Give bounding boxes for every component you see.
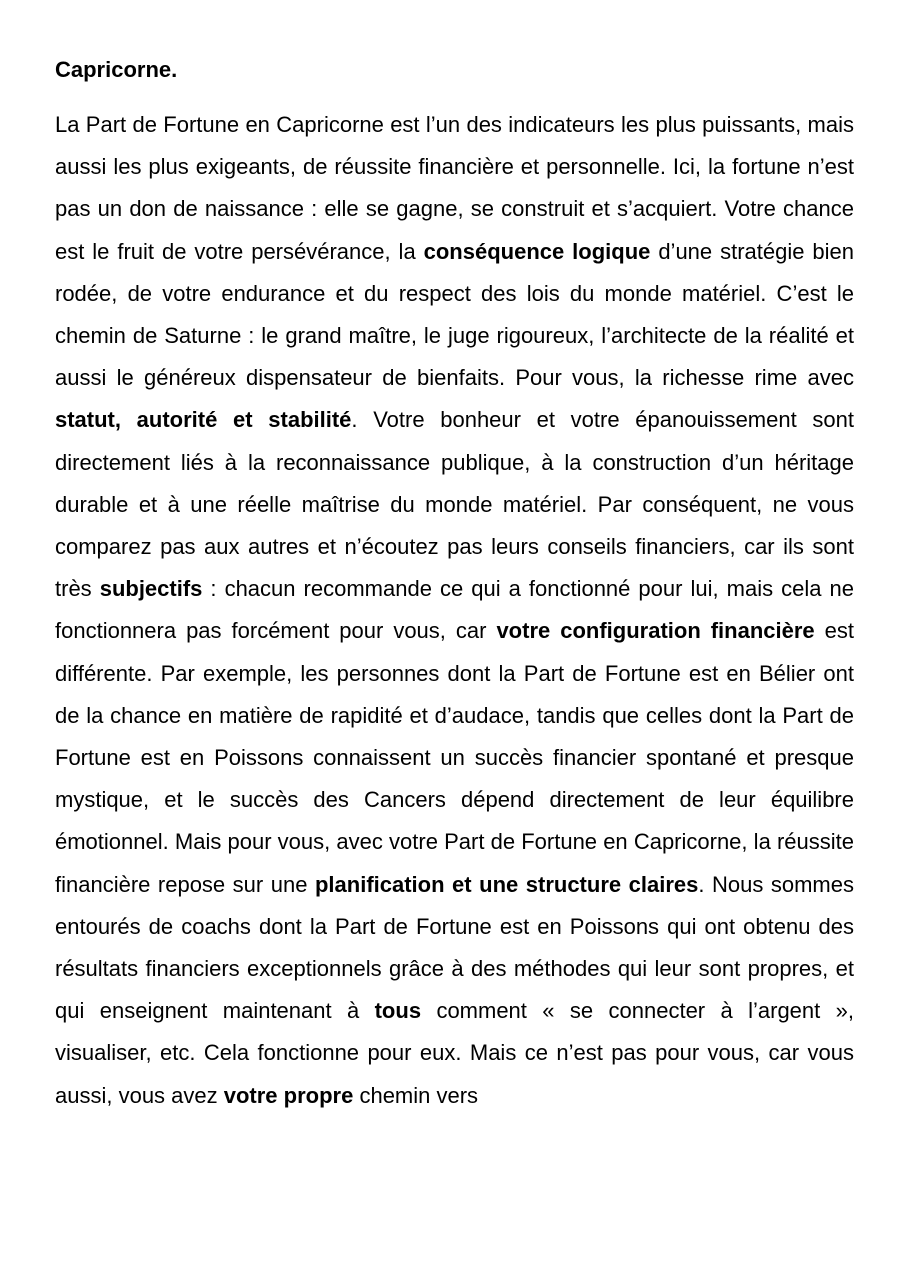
- emphasis-text: votre propre: [223, 1082, 354, 1108]
- text-run: chemin vers: [353, 1082, 479, 1108]
- text-run: . Nous sommes entourés de coachs dont la Part de Fortune est en Poissons qui ont obtenu des résultats financiers exceptionnels grâce à des méthodes qui leur sont propres, et qui enseignent maintenant à: [55, 871, 854, 1024]
- text-run: est différente. Par exemple, les personnes dont la Part de Fortune est en Bélier ont de la chance en matière de rapidité et d’audace, tandis que celles dont la Part de Fortune est en Poissons connaissent un succès financier spontané et presque mystique, et le succès des Cancers dépend directement de leur équilibre émotionnel. Mais pour vous, avec votre Part de Fortune en Capricorne, la réussite financière repose sur une: [55, 618, 854, 897]
- text-run: comment « se connecter à l’argent », visualiser, etc. Cela fonctionne pour eux. Mais ce n’est pas pour vous, car vous aussi, vous avez: [55, 998, 854, 1108]
- emphasis-text: statut, autorité et stabilité: [55, 407, 352, 433]
- body-paragraph: [55, 104, 854, 1117]
- emphasis-text: votre configuration financière: [496, 618, 815, 644]
- text-run: d’une stratégie bien rodée, de votre endurance et du respect des lois du monde matériel. C’est le chemin de Saturne : le grand maître, le juge rigoureux, l’architecte de la réalité et aussi le généreux dispensateur de bienfaits. Pour vous, la richesse rime avec: [55, 238, 855, 391]
- emphasis-text: planification et une structure claires: [314, 871, 699, 897]
- text-run: : chacun recommande ce qui a fonctionné pour lui, mais cela ne fonctionnera pas forcément pour vous, car: [55, 576, 854, 644]
- emphasis-text: subjectifs: [99, 576, 203, 602]
- emphasis-text: tous: [374, 998, 422, 1024]
- text-run: . Votre bonheur et votre épanouissement sont directement liés à la reconnaissance publique, à la construction d’un héritage durable et à une réelle maîtrise du monde matériel. Par conséquent, ne vous comparez pas aux autres et n’écoutez pas leurs conseils financiers, car ils sont très: [55, 407, 854, 602]
- section-heading: Capricorne.: [55, 57, 178, 82]
- emphasis-text: conséquence logique: [423, 238, 651, 264]
- text-run: La Part de Fortune en Capricorne est l’un des indicateurs les plus puissants, mais aussi les plus exigeants, de réussite financière et personnelle. Ici, la fortune n’est pas un don de naissance : elle se gagne, se construit et s’acquiert. Votre chance est le fruit de votre persévérance, la: [55, 112, 854, 264]
